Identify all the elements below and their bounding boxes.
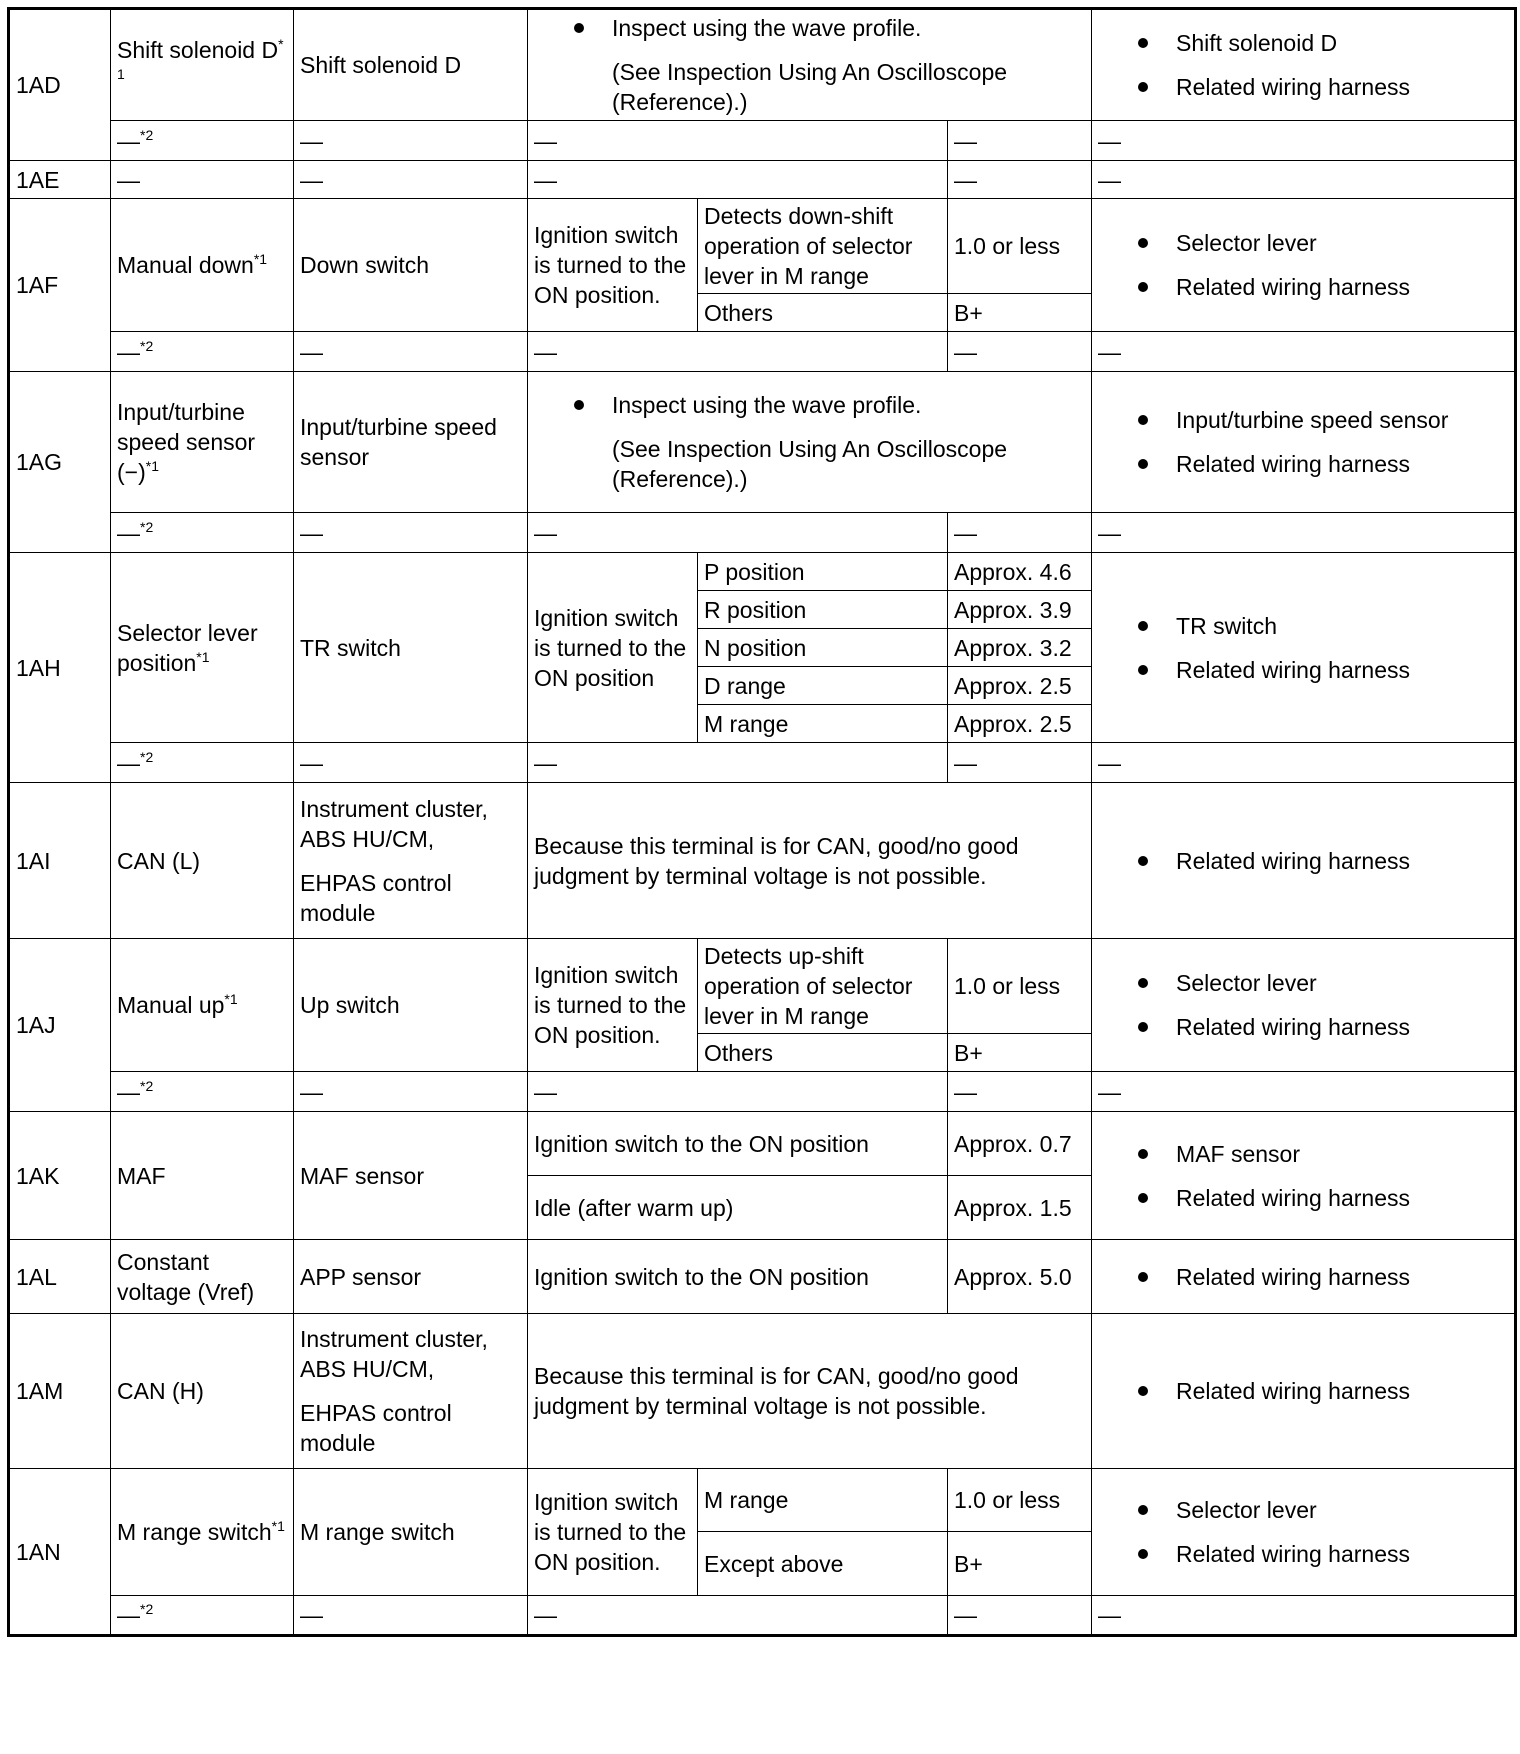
signal-cell: Manual down$^{*1}$	[111, 199, 294, 332]
action-item: Related wiring harness	[1098, 846, 1508, 876]
detail-condition-cell: Detects up-shift operation of selector lever in M range	[698, 939, 948, 1034]
inspection-cell	[528, 9, 1092, 121]
signal-cell: Selector lever position$^{*1}$	[111, 553, 294, 743]
action-item: Selector lever	[1098, 228, 1508, 258]
terminal-cell: 1AM	[9, 1314, 111, 1469]
detail-condition-cell: R position	[698, 591, 948, 629]
detail-condition-cell: Detects down-shift operation of selector lever in M range	[698, 199, 948, 294]
measurement-cell: —	[528, 121, 948, 161]
detail-condition-cell: Others	[698, 1034, 948, 1072]
detail-condition-cell: P position	[698, 553, 948, 591]
condition-cell: Ignition switch is turned to the ON position.	[528, 1469, 698, 1596]
action-item: Related wiring harness	[1098, 1376, 1508, 1406]
table-row	[9, 121, 1516, 161]
signal-cell: CAN (L)	[111, 783, 294, 939]
table-row	[9, 1240, 1516, 1314]
connected-to-cell: Input/turbine speed sensor	[294, 372, 528, 513]
detail-condition-cell: N position	[698, 629, 948, 667]
terminal-voltage-table	[7, 7, 1517, 1637]
table-row	[9, 372, 1516, 513]
connected-to-cell: —	[294, 743, 528, 783]
note-cell: Because this terminal is for CAN, good/no good judgment by terminal voltage is not possible.	[528, 783, 1092, 939]
table-row	[9, 1072, 1516, 1112]
action-cell	[1092, 1469, 1516, 1596]
action-item: Related wiring harness	[1098, 1539, 1508, 1569]
action-cell: —	[1092, 332, 1516, 372]
voltage-cell: —	[948, 161, 1092, 199]
signal-cell: —$^{*2}$	[111, 513, 294, 553]
connected-to-cell: TR switch	[294, 553, 528, 743]
table-row	[9, 1112, 1516, 1176]
measurement-cell: —	[528, 743, 948, 783]
connected-to-cell: M range switch	[294, 1469, 528, 1596]
signal-cell: Shift solenoid $D^{* 1}$	[111, 9, 294, 121]
connected-to-cell: Instrument cluster, ABS HU/CM, EHPAS control module	[294, 1314, 528, 1469]
signal-cell: CAN (H)	[111, 1314, 294, 1469]
condition-cell: Ignition switch is turned to the ON position	[528, 553, 698, 743]
voltage-cell: 1.0 or less	[948, 1469, 1092, 1532]
action-cell: —	[1092, 1596, 1516, 1636]
condition-cell: Ignition switch is turned to the ON position.	[528, 199, 698, 332]
connected-to-cell: Up switch	[294, 939, 528, 1072]
table-row	[9, 1314, 1516, 1469]
voltage-cell: —	[948, 1072, 1092, 1112]
connected-to-cell: —	[294, 513, 528, 553]
connected-to-cell: Shift solenoid D	[294, 9, 528, 121]
signal-cell: M range switch$^{*1}$	[111, 1469, 294, 1596]
signal-cell: —$^{*2}$	[111, 332, 294, 372]
action-item: Related wiring harness	[1098, 1012, 1508, 1042]
voltage-cell: Approx. 0.7	[948, 1112, 1092, 1176]
connected-to-cell: Instrument cluster, ABS HU/CM, EHPAS control module	[294, 783, 528, 939]
table-row	[9, 332, 1516, 372]
action-item: Related wiring harness	[1098, 1262, 1508, 1292]
voltage-cell: 1.0 or less	[948, 199, 1092, 294]
action-item: Selector lever	[1098, 968, 1508, 998]
action-item: Input/turbine speed sensor	[1098, 405, 1508, 435]
signal-cell: Manual $up^{*1}$	[111, 939, 294, 1072]
terminal-cell: 1AI	[9, 783, 111, 939]
signal-cell: Constant voltage (Vref)	[111, 1240, 294, 1314]
table-row	[9, 199, 1516, 294]
condition-cell: Ignition switch to the ON position	[528, 1240, 948, 1314]
voltage-cell: —	[948, 743, 1092, 783]
measurement-cell: —	[528, 161, 948, 199]
terminal-cell: 1AH	[9, 553, 111, 783]
voltage-cell: Approx. 5.0	[948, 1240, 1092, 1314]
action-cell	[1092, 9, 1516, 121]
connected-to-cell: APP sensor	[294, 1240, 528, 1314]
table-row	[9, 513, 1516, 553]
voltage-cell: 1.0 or less	[948, 939, 1092, 1034]
connected-to-cell: MAF sensor	[294, 1112, 528, 1240]
note-cell: Because this terminal is for CAN, good/no good judgment by terminal voltage is not possible.	[528, 1314, 1092, 1469]
measurement-cell: —	[528, 332, 948, 372]
action-cell: —	[1092, 1072, 1516, 1112]
action-cell: —	[1092, 743, 1516, 783]
connected-to-cell: —	[294, 1072, 528, 1112]
terminal-cell: 1AD	[9, 9, 111, 161]
measurement-cell: —	[528, 1072, 948, 1112]
voltage-cell: Approx. 2.5	[948, 667, 1092, 705]
detail-condition-cell: M range	[698, 705, 948, 743]
signal-cell: —$^{*2}$	[111, 1072, 294, 1112]
action-cell	[1092, 199, 1516, 332]
condition-cell: Ignition switch is turned to the ON position.	[528, 939, 698, 1072]
connected-to-cell: —	[294, 121, 528, 161]
terminal-cell: 1AG	[9, 372, 111, 553]
action-item: MAF sensor	[1098, 1139, 1508, 1169]
table-row	[9, 1596, 1516, 1636]
signal-cell: —$^{*2}$	[111, 1596, 294, 1636]
signal-cell: —$^{*2}$	[111, 743, 294, 783]
inspection-note: (See Inspection Using An Oscilloscope (Reference).)	[612, 59, 1008, 115]
detail-condition-cell: D range	[698, 667, 948, 705]
table-row	[9, 939, 1516, 1034]
terminal-table-container	[7, 7, 1517, 1637]
action-cell	[1092, 1112, 1516, 1240]
voltage-cell: —	[948, 121, 1092, 161]
detail-condition-cell: Idle (after warm up)	[528, 1176, 948, 1240]
table-row	[9, 161, 1516, 199]
action-cell	[1092, 1314, 1516, 1469]
terminal-cell: 1AJ	[9, 939, 111, 1112]
table-row	[9, 783, 1516, 939]
action-cell	[1092, 553, 1516, 743]
action-item: Selector lever	[1098, 1495, 1508, 1525]
terminal-cell: 1AF	[9, 199, 111, 372]
inspection-item: Inspect using the wave profile.	[534, 13, 1085, 43]
action-cell	[1092, 372, 1516, 513]
action-item: Related wiring harness	[1098, 1183, 1508, 1213]
voltage-cell: B+	[948, 294, 1092, 332]
detail-condition-cell: Except above	[698, 1532, 948, 1596]
action-item: Related wiring harness	[1098, 72, 1508, 102]
detail-condition-cell: M range	[698, 1469, 948, 1532]
action-item: Related wiring harness	[1098, 272, 1508, 302]
table-row	[9, 553, 1516, 591]
action-cell: —	[1092, 161, 1516, 199]
terminal-cell: 1AL	[9, 1240, 111, 1314]
voltage-cell: Approx. 2.5	[948, 705, 1092, 743]
connected-to-cell: —	[294, 1596, 528, 1636]
table-row	[9, 9, 1516, 121]
measurement-cell: —	[528, 513, 948, 553]
action-item: TR switch	[1098, 611, 1508, 641]
detail-condition-cell: Others	[698, 294, 948, 332]
voltage-cell: —	[948, 513, 1092, 553]
inspection-cell	[528, 372, 1092, 513]
terminal-cell: 1AK	[9, 1112, 111, 1240]
voltage-cell: Approx. 4.6	[948, 553, 1092, 591]
voltage-cell: Approx. 1.5	[948, 1176, 1092, 1240]
signal-cell: —	[111, 161, 294, 199]
table-row	[9, 1469, 1516, 1532]
inspection-note: (See Inspection Using An Oscilloscope (Reference).)	[612, 436, 1008, 492]
action-cell	[1092, 1240, 1516, 1314]
connected-to-cell: Down switch	[294, 199, 528, 332]
voltage-cell: Approx. 3.2	[948, 629, 1092, 667]
terminal-cell: 1AN	[9, 1469, 111, 1636]
terminal-cell: 1AE	[9, 161, 111, 199]
voltage-cell: Approx. 3.9	[948, 591, 1092, 629]
action-cell	[1092, 783, 1516, 939]
signal-cell: —$^{*2}$	[111, 121, 294, 161]
action-item: Shift solenoid D	[1098, 28, 1508, 58]
action-cell	[1092, 939, 1516, 1072]
action-cell: —	[1092, 121, 1516, 161]
connected-to-cell: —	[294, 161, 528, 199]
detail-condition-cell: Ignition switch to the ON position	[528, 1112, 948, 1176]
action-item: Related wiring harness	[1098, 655, 1508, 685]
measurement-cell: —	[528, 1596, 948, 1636]
voltage-cell: —	[948, 1596, 1092, 1636]
signal-cell: MAF	[111, 1112, 294, 1240]
inspection-item: Inspect using the wave profile.	[534, 390, 1085, 420]
voltage-cell: B+	[948, 1532, 1092, 1596]
table-row	[9, 743, 1516, 783]
connected-to-cell: —	[294, 332, 528, 372]
action-item: Related wiring harness	[1098, 449, 1508, 479]
action-cell: —	[1092, 513, 1516, 553]
signal-cell: Input/turbine speed sensor $(-)^{*1}$	[111, 372, 294, 513]
voltage-cell: B+	[948, 1034, 1092, 1072]
voltage-cell: —	[948, 332, 1092, 372]
